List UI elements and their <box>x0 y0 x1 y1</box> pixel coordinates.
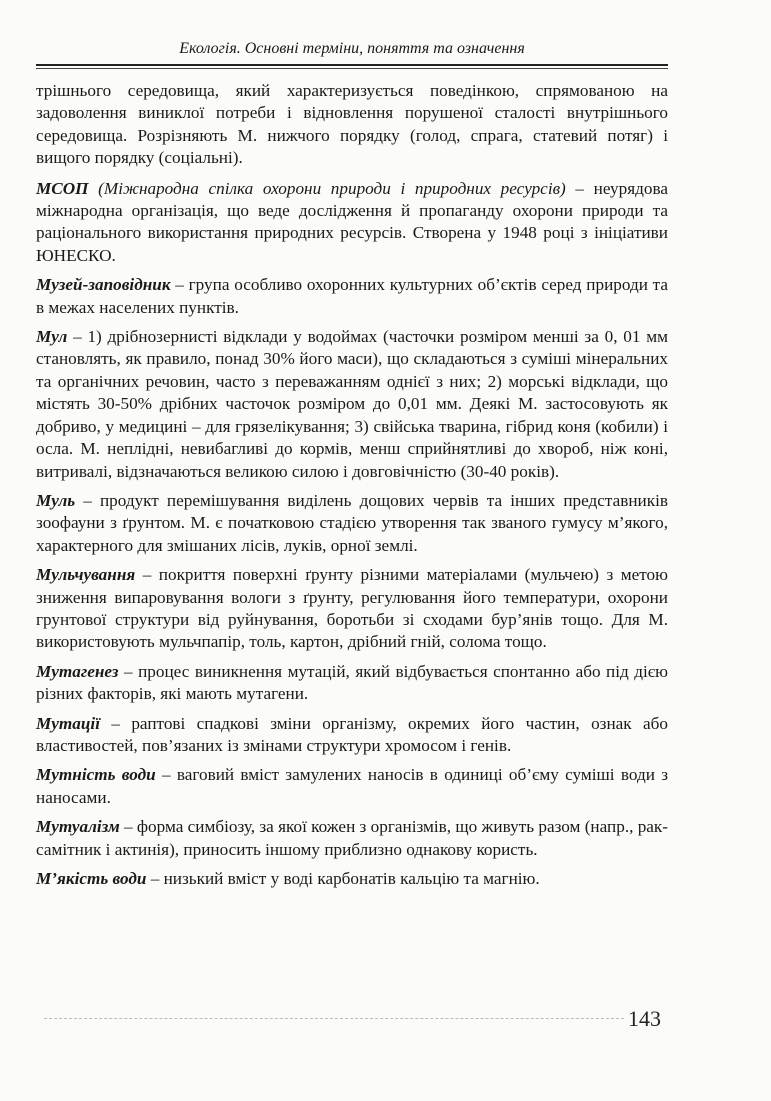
entry-muzei-zapovidnyk <box>36 274 668 319</box>
entry-text: трішнього середовища, який характеризується поведінкою, спрямованою на задоволення виниклої потреби і відновлення порушеної сталості внутрішнього середовища. Розрізняють М. нижчого порядку (голод, спрага, статевий потяг) і вищого порядку (соціальні). <box>36 81 668 168</box>
entry-mutnist-vody <box>36 764 668 809</box>
entry-term: Мутність води <box>36 765 156 785</box>
entry-text: – низький вміст у воді карбонатів кальцію та магнію. <box>146 869 540 888</box>
entry-term: Музей-заповідник <box>36 275 171 295</box>
entry-note: (Міжнародна спілка охорони природи і природних ресурсів) <box>88 178 566 198</box>
entry-text: – раптові спадкові зміни організму, окремих його частин, ознак або властивостей, пов’язаних із змінами структури хромосом і генів. <box>36 713 668 755</box>
entry-text: – ваговий вміст замулених наносів в одиниці об’єму суміші води з наносами. <box>36 765 668 807</box>
entry-miakist-vody <box>36 868 668 890</box>
entry-term: Муль <box>36 490 76 510</box>
entry-text: – покриття поверхні ґрунту різними матеріалами (мульчею) з метою зниження випаровування вологи з ґрунту, регулювання його температури, охорони грунтової структури від руйнування, боротьби зі сходами бур’янів тощо. Для М. використовують мульчпапір, толь, картон, дрібний гній, солома тощо. <box>36 565 668 652</box>
entry-text: – процес виникнення мутацій, який відбувається спонтанно або під дією різних факторів, які мають мутагени. <box>36 661 668 704</box>
entry-term: Мул <box>36 327 68 347</box>
entry-term: МСОП <box>36 178 89 198</box>
entry-term: Мутуалізм <box>36 817 120 837</box>
entry-text: – неурядова міжнародна організація, що веде дослідження й пропаганду охорони природи та раціонального використання природних ресурсів. Створена у 1948 році з ініціативи ЮНЕСКО. <box>36 178 668 265</box>
entry-term: Мутації <box>36 713 100 733</box>
entry-term: Мульчування <box>36 565 136 585</box>
entry-msop <box>36 178 668 268</box>
entry-term: Мутагенез <box>36 661 119 681</box>
header-rule-thick <box>36 64 668 66</box>
entry-mutualizm <box>36 816 668 861</box>
entry-mutahenez <box>36 661 668 706</box>
entry-term: М’якість води <box>36 869 147 888</box>
entry-mutatsii <box>36 713 668 758</box>
entry-text: – група особливо охоронних культурних об’єктів серед природи та в межах населених пунктів. <box>36 275 668 317</box>
entry-mul-soil <box>36 490 668 557</box>
entry-continuation <box>36 80 668 170</box>
header-rule-thin <box>36 68 668 69</box>
dictionary-body <box>36 80 668 897</box>
footer-rule <box>44 1018 624 1019</box>
entry-text: – форма симбіозу, за якої кожен з організмів, що живуть разом (напр., рак-самітник і актинія), приносить іншому приблизно однакову користь. <box>36 817 669 859</box>
entry-text: – продукт перемішування виділень дощових червів та інших представників зоофауни з ґрунтом. М. є початковою стадією утворення так званого гумусу м’якого, характерного для змішаних лісів, луків, орної землі. <box>36 490 668 555</box>
entry-text: – 1) дрібнозернисті відклади у водоймах (часточки розміром менші за 0, 01 мм становлять, як правило, понад 30% його маси), що складаються з суміші мінеральних та органічних речовин, часто з переважанням однієї з них; 2) морські відклади, що містять 30-50% дрібних часточок розміром до 0,01 мм. Деякі М. застосовують як добриво, у медицині – для грязелікування; 3) свійська тварина, гібрид коня (кобили) і осла. М. неплідні, невибагливі до кормів, менш сприйнятливі до хвороб, ніж коні, витривалі, відзначаються великою силою і довговічністю (30-40 років). <box>36 327 668 481</box>
running-header: Екологія. Основні терміни, поняття та означення <box>179 40 525 57</box>
page-number: 143 <box>628 1006 661 1031</box>
entry-mul <box>36 326 668 483</box>
entry-mulchuvannia <box>36 564 668 654</box>
